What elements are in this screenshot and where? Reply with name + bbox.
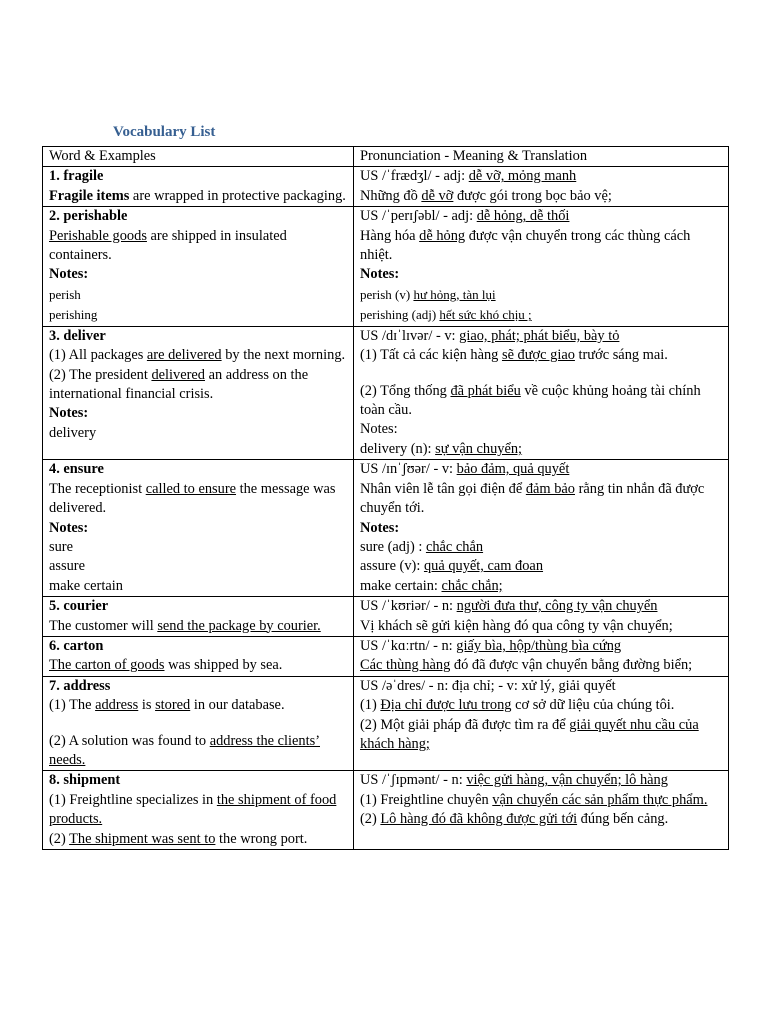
underlined-text: dễ hỏng [419,227,466,244]
text-segment: sure [49,538,73,555]
table-row [43,771,729,850]
cell-line [360,346,725,365]
page-title: Vocabulary List [113,124,216,140]
text-segment: perishing (adj) [360,307,440,323]
underlined-text: stored [155,697,191,714]
cell-line [49,538,350,557]
underlined-text: Các thùng hàng [360,657,451,674]
text-segment: Những đồ [360,187,422,204]
header-word-examples: Word & Examples [43,147,354,167]
cell-line [49,557,350,576]
underlined-text: giấy bìa, hộp/thùng bìa cứng [456,637,622,654]
underlined-text: dễ vỡ [421,187,454,204]
cell-line [360,440,725,459]
text-segment: (1) Freightline specializes in [49,791,217,808]
cell-line [49,577,350,596]
text-segment: (1) Tất cả các kiện hàng [360,347,502,364]
underlined-text: vận chuyển các sản phẩm thực phẩm. [492,791,708,808]
bold-text: Notes: [49,405,89,422]
text-segment: are shipped in insulated containers. [49,227,287,264]
cell-line [49,677,350,696]
underlined-text: giao, phát; phát biểu, bày tỏ [459,327,620,344]
text-segment: make certain: [360,577,442,594]
cell-line [360,167,725,186]
cell-line [49,771,350,790]
underlined-text: đã phát biểu [450,382,521,399]
text-segment: sure (adj) : [360,538,426,555]
text-segment: by the next morning. [221,347,346,364]
cell-line [360,187,725,206]
bold-text: Fragile items [49,187,130,204]
underlined-text: bảo đảm, quả quyết [456,461,570,478]
text-segment: (2) The president [49,366,152,383]
word-examples-cell [43,597,354,637]
cell-line [49,285,350,306]
bold-text: Notes: [49,266,89,283]
text-segment: (1) Freightline chuyên [360,791,493,808]
underlined-text: address the clients’ needs. [49,732,320,768]
underlined-text: The carton of goods [49,657,165,674]
spacer [49,716,350,732]
underlined-text: hết sức khó chịu ; [439,307,532,323]
cell-line [360,637,725,656]
underlined-text: sẽ được giao [501,347,575,364]
cell-line [49,597,350,616]
underlined-text: Địa chỉ được lưu trong [380,697,512,714]
cell-line [360,207,725,226]
cell-line [360,810,725,829]
bold-text: Notes: [360,266,400,283]
underlined-text: người đưa thư, công ty vận chuyển [456,598,658,615]
underlined-text: Perishable goods [49,227,147,244]
cell-line [49,637,350,656]
meaning-translation-cell [354,676,729,771]
underlined-text: address [95,697,139,714]
text-segment: đúng bến cảng. [577,811,669,828]
bold-text: 3. deliver [49,327,106,344]
cell-line [360,480,725,519]
underlined-text: delivered [151,366,205,383]
text-segment: Notes: [360,421,398,438]
cell-line [49,346,350,365]
cell-line [49,460,350,479]
spacer [360,366,725,382]
text-segment: the wrong port. [215,830,308,847]
text-segment: delivery [49,424,97,441]
bold-text: 5. courier [49,598,109,615]
cell-line [49,265,350,284]
cell-line [360,285,725,306]
text-segment: is [138,697,156,714]
cell-line [360,677,725,696]
cell-line [49,227,350,266]
bold-text: Notes: [360,519,400,536]
text-segment: (2) A solution was found to [49,732,210,749]
cell-line [360,382,725,421]
text-segment: về cuộc khủng hoảng tài chính toàn cầu. [360,382,701,419]
underlined-text: dễ vỡ, mỏng manh [468,168,577,185]
cell-line [360,305,725,326]
text-segment: (2) [360,811,381,828]
word-examples-cell [43,167,354,207]
text-segment: (2) Một giải pháp đã được tìm ra để [360,716,570,733]
cell-line [360,696,725,715]
text-segment: Nhân viên lễ tân gọi điện để [360,480,526,497]
text-segment: are wrapped in protective packaging. [129,187,346,204]
table-row [43,460,729,597]
bold-text: Notes: [49,519,89,536]
text-segment: US /ˈkʊriər/ - n: [360,598,457,615]
table-row [43,326,729,459]
bold-text: 4. ensure [49,461,104,478]
bold-text: 7. address [49,677,111,694]
bold-text: 6. carton [49,637,104,654]
header-pronunciation-meaning: Pronunciation - Meaning & Translation [354,147,729,167]
bold-text: 8. shipment [49,772,121,789]
word-examples-cell [43,636,354,676]
text-segment: the message was delivered. [49,480,336,517]
text-segment: US /ˈperɪʃəbl/ - adj: [360,208,477,225]
text-segment: US /ˈkɑːrtn/ - n: [360,637,457,654]
vocabulary-table [42,146,729,850]
table-row [43,676,729,771]
word-examples-cell [43,326,354,459]
text-segment: assure (v): [360,558,424,575]
cell-line [360,519,725,538]
cell-line [49,791,350,830]
text-segment: perishing [49,307,98,323]
cell-line [360,771,725,790]
cell-line [49,424,350,443]
word-examples-cell [43,460,354,597]
cell-line [49,480,350,519]
bold-text: 2. perishable [49,208,128,225]
text-segment: được vận chuyển trong các thùng cách nhiệt. [360,227,691,264]
bold-text: 1. fragile [49,168,104,185]
cell-line [360,791,725,810]
meaning-translation-cell [354,597,729,637]
text-segment: trước sáng mai. [574,347,668,364]
text-segment: US /ɪnˈʃʊər/ - v: [360,461,457,478]
cell-line [49,732,350,771]
underlined-text: quả quyết, cam đoan [423,558,544,575]
text-segment: US /ˈfrædʒl/ - adj: [360,168,469,185]
cell-line [360,597,725,616]
underlined-text: việc gửi hàng, vận chuyển; lô hàng [466,772,668,789]
underlined-text: dễ hỏng, dễ thối [476,208,570,225]
underlined-text: are delivered [146,347,222,364]
cell-line [49,696,350,715]
text-segment: Vị khách sẽ gửi kiện hàng đó qua công ty vận chuyển; [360,617,673,634]
table-row [43,167,729,207]
table-row [43,207,729,327]
underlined-text: the shipment of food products. [49,791,337,828]
text-segment: in our database. [190,697,285,714]
text-segment: The receptionist [49,480,146,497]
cell-line [360,716,725,755]
text-segment: Hàng hóa [360,227,420,244]
cell-line [49,404,350,423]
underlined-text: giải quyết nhu cầu của khách hàng; [360,716,699,752]
cell-line [49,305,350,326]
cell-line [49,207,350,226]
cell-line [360,327,725,346]
underlined-text: send the package by courier. [157,617,321,634]
text-segment: US /dɪˈlɪvər/ - v: [360,327,460,344]
text-segment: make certain [49,577,123,594]
text-segment: cơ sở dữ liệu của chúng tôi. [511,697,675,714]
text-segment: an address on the international financial crisis. [49,366,309,403]
underlined-text: Lô hàng đó đã không được gửi tới [380,811,578,828]
text-segment: được gói trong bọc bảo vệ; [453,187,612,204]
underlined-text: called to ensure [145,480,237,497]
text-segment: (2) Tổng thống [360,382,451,399]
meaning-translation-cell [354,771,729,850]
text-segment: perish (v) [360,286,414,302]
meaning-translation-cell [354,167,729,207]
cell-line [49,656,350,675]
meaning-translation-cell [354,636,729,676]
text-segment: perish [49,286,81,302]
text-segment: US /ˈʃɪpmənt/ - n: [360,772,467,789]
text-segment: assure [49,558,85,575]
cell-line [360,557,725,576]
underlined-text: chắc chắn [425,538,484,555]
cell-line [49,519,350,538]
cell-line [360,420,725,439]
text-segment: rằng tin nhắn đã được chuyển tới. [360,480,705,517]
cell-line [360,538,725,557]
word-examples-cell [43,676,354,771]
text-segment: was shipped by sea. [164,657,283,674]
cell-line [360,617,725,636]
table-row [43,597,729,637]
table-header-row [43,147,729,167]
meaning-translation-cell [354,207,729,327]
cell-line [360,227,725,266]
text-segment: (1) The [49,697,96,714]
cell-line [49,617,350,636]
vocabulary-body [43,167,729,850]
cell-line [360,460,725,479]
cell-line [360,265,725,284]
word-examples-cell [43,771,354,850]
meaning-translation-cell [354,326,729,459]
table-row [43,636,729,676]
text-segment: (1) [360,697,381,714]
underlined-text: đảm bảo [525,480,575,497]
text-segment: The customer will [49,617,158,634]
text-segment: đó đã được vận chuyển bằng đường biển; [450,657,693,674]
text-segment: (1) All packages [49,347,147,364]
cell-line [49,830,350,849]
cell-line [49,327,350,346]
cell-line [49,187,350,206]
text-segment: US /əˈdres/ - n: địa chỉ; - v: xử lý, giải quyết [360,677,616,694]
cell-line [49,366,350,405]
meaning-translation-cell [354,460,729,597]
underlined-text: sự vận chuyển; [435,440,523,457]
word-examples-cell [43,207,354,327]
cell-line [360,577,725,596]
cell-line [49,167,350,186]
underlined-text: hư hỏng, tàn lụi [413,286,496,302]
underlined-text: The shipment was sent to [69,830,216,847]
cell-line [360,656,725,675]
text-segment: delivery (n): [360,440,436,457]
text-segment: (2) [49,830,70,847]
underlined-text: chắc chắn; [441,577,503,594]
